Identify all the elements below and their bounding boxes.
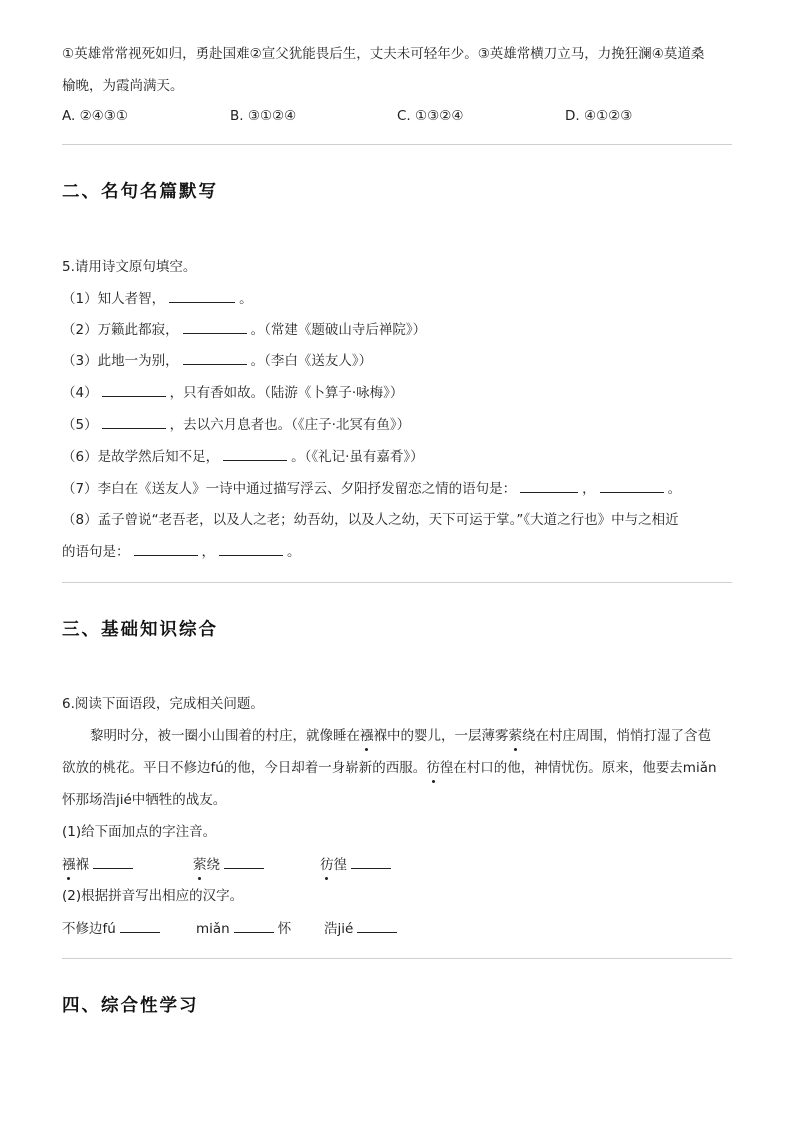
q4-option-a[interactable]: A. ②④③①	[62, 108, 128, 124]
hanzi-item-2: miǎn 怀	[196, 918, 291, 939]
answer-blank[interactable]	[120, 918, 160, 933]
q6-stem: 6.阅读下面语段，完成相关问题。	[62, 696, 264, 712]
answer-blank[interactable]	[351, 854, 391, 869]
hanzi-item-3: 浩jié	[324, 918, 401, 939]
answer-blank[interactable]	[219, 541, 283, 556]
section2-title: 二、名句名篇默写	[62, 182, 218, 202]
dotted-char: 彷	[426, 760, 440, 776]
pinyin-item-2: 萦绕	[193, 854, 268, 875]
answer-blank[interactable]	[93, 854, 133, 869]
dotted-char: 萦	[508, 728, 522, 744]
section-divider	[62, 144, 732, 145]
q5-item-8-line2: 的语句是： ， 。	[62, 541, 301, 562]
q5-item-5: （5） ，去以六月息者也。（《庄子·北冥有鱼》）	[62, 414, 410, 435]
answer-blank[interactable]	[183, 319, 247, 334]
q6-sub2: (2)根据拼音写出相应的汉字。	[62, 888, 244, 904]
hanzi-item-1: 不修边fú	[62, 918, 164, 939]
section-divider	[62, 582, 732, 583]
answer-blank[interactable]	[102, 382, 166, 397]
dotted-char: 彷	[320, 857, 334, 873]
dotted-char: 襁	[62, 857, 76, 873]
section3-title: 三、基础知识综合	[62, 620, 218, 640]
answer-blank[interactable]	[520, 478, 578, 493]
q5-item-3: （3）此地一为别， 。（李白《送友人》）	[62, 350, 372, 371]
q5-stem: 5.请用诗文原句填空。	[62, 259, 197, 275]
dotted-char: 襁	[360, 728, 374, 744]
q5-item-8-line1: （8）孟子曾说“老吾老，以及人之老；幼吾幼，以及人之幼，天下可运于掌。”《大道之行也》中与之相近	[62, 512, 679, 528]
answer-blank[interactable]	[357, 918, 397, 933]
q4-option-b[interactable]: B. ③①②④	[230, 108, 297, 124]
answer-blank[interactable]	[183, 350, 247, 365]
section4-title: 四、综合性学习	[62, 996, 199, 1016]
q4-option-d[interactable]: D. ④①②③	[565, 108, 633, 124]
q5-item-4: （4） ，只有香如故。（陆游《卜算子·咏梅》）	[62, 382, 403, 403]
q5-item-7: （7）李白在《送友人》一诗中通过描写浮云、夕阳抒发留恋之情的语句是： ， 。	[62, 478, 681, 499]
q4-sentences-line2: 榆晚，为霞尚满天。	[62, 78, 184, 94]
answer-blank[interactable]	[169, 288, 235, 303]
q4-sentences-line1: ①英雄常常视死如归，勇赴国难②宣父犹能畏后生，丈夫未可轻年少。③英雄常横刀立马，力挽狂澜④莫道桑	[62, 46, 705, 62]
answer-blank[interactable]	[102, 414, 166, 429]
answer-blank[interactable]	[600, 478, 664, 493]
answer-blank[interactable]	[234, 918, 274, 933]
passage-line2: 欲放的桃花。平日不修边fú的他，今日却着一身崭新的西服。彷徨在村口的他，神情忧伤。原来，他要去miǎn	[62, 760, 717, 776]
q5-item-1: （1）知人者智， 。	[62, 288, 253, 309]
answer-blank[interactable]	[223, 446, 287, 461]
q5-item-2: （2）万籁此都寂， 。（常建《题破山寺后禅院》）	[62, 319, 426, 340]
passage-line1: 黎明时分，被一圈小山围着的村庄，就像睡在襁褓中的婴儿，一层薄雾萦绕在村庄周围，悄悄打湿了含苞	[90, 728, 711, 744]
pinyin-item-3: 彷徨	[320, 854, 395, 875]
q4-option-c[interactable]: C. ①③②④	[397, 108, 464, 124]
answer-blank[interactable]	[134, 541, 198, 556]
q6-sub1: (1)给下面加点的字注音。	[62, 824, 217, 840]
dotted-char: 萦	[193, 857, 207, 873]
section-divider	[62, 958, 732, 959]
q5-item-6: （6）是故学然后知不足， 。（《礼记·虽有嘉肴》）	[62, 446, 424, 467]
answer-blank[interactable]	[224, 854, 264, 869]
pinyin-item-1: 襁褓	[62, 854, 137, 875]
passage-line3: 怀那场浩jié中牺牲的战友。	[62, 792, 227, 808]
